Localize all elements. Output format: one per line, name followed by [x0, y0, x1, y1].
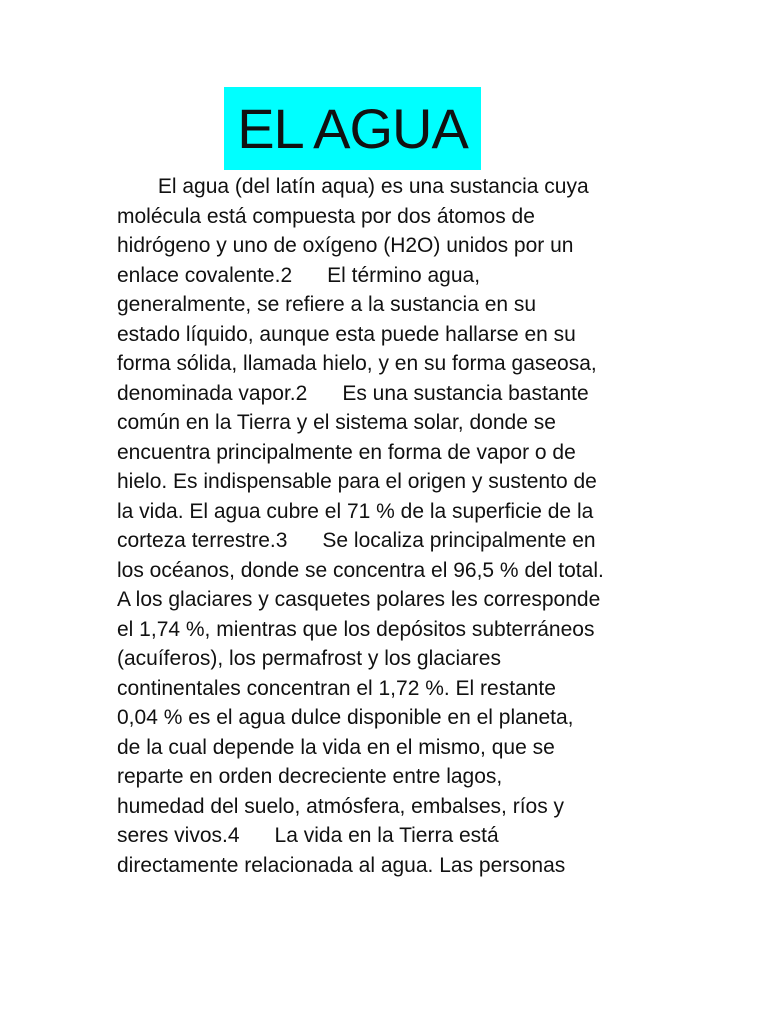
text-line: continentales concentran el 1,72 %. El restante: [117, 676, 556, 700]
text-line: los océanos, donde se concentra el 96,5 % del total.: [117, 558, 604, 582]
text-line: (acuíferos), los permafrost y los glaciares: [117, 647, 501, 670]
text-line: reparte en orden decreciente entre lagos,: [117, 765, 503, 788]
text-line: enlace covalente.2 El término agua,: [117, 263, 481, 287]
text-line: generalmente, se refiere a la sustancia en su: [117, 293, 537, 316]
body-text: [117, 172, 677, 880]
text-line: hidrógeno y uno de oxígeno (H2O) unidos por un: [117, 234, 574, 257]
text-line: corteza terrestre.3 Se localiza principalmente en: [117, 529, 596, 552]
text-line: hielo. Es indispensable para el origen y sustento de: [117, 470, 597, 493]
text-line: el 1,74 %, mientras que los depósitos subterráneos: [117, 617, 595, 641]
text-line: seres vivos.4 La vida en la Tierra está: [117, 824, 499, 847]
text-line: directamente relacionada al agua. Las personas: [117, 853, 566, 877]
text-line: de la cual depende la vida en el mismo, que se: [117, 735, 555, 759]
document-title: EL AGUA: [224, 87, 481, 170]
text-line: encuentra principalmente en forma de vapor o de: [117, 440, 576, 464]
text-line: común en la Tierra y el sistema solar, donde se: [117, 411, 556, 434]
text-line: El agua (del latín aqua) es una sustancia cuya: [117, 175, 589, 198]
text-line: 0,04 % es el agua dulce disponible en el planeta,: [117, 706, 574, 729]
text-line: la vida. El agua cubre el 71 % de la superficie de la: [117, 499, 594, 523]
text-line: molécula está compuesta por dos átomos de: [117, 204, 535, 228]
text-line: estado líquido, aunque esta puede hallarse en su: [117, 322, 576, 346]
text-line: forma sólida, llamada hielo, y en su forma gaseosa,: [117, 352, 597, 375]
text-line: A los glaciares y casquetes polares les corresponde: [117, 588, 601, 611]
text-line: denominada vapor.2 Es una sustancia bastante: [117, 381, 589, 405]
text-line: humedad del suelo, atmósfera, embalses, ríos y: [117, 794, 565, 818]
